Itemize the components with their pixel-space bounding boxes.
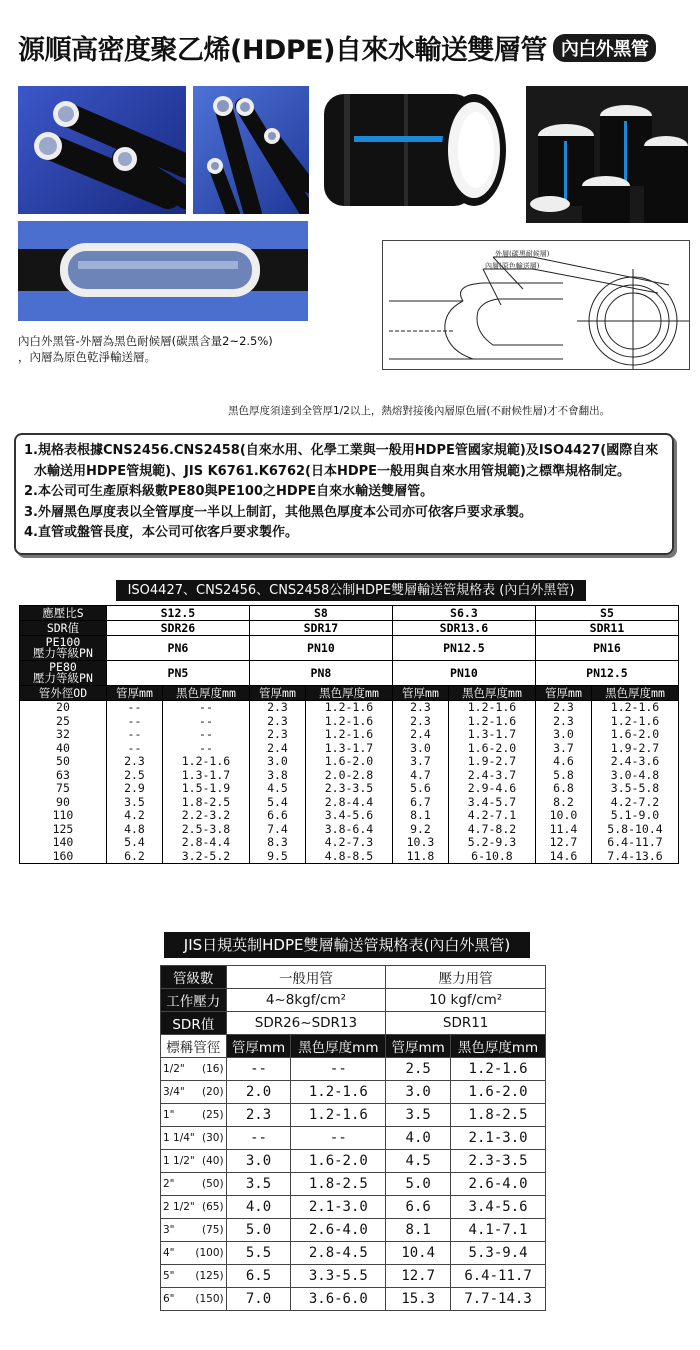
size-inch: 3" bbox=[163, 1224, 175, 1236]
black-cell: 4.1-7.1 bbox=[451, 1219, 546, 1242]
sdr-pressure: SDR11 bbox=[386, 1012, 546, 1035]
table-row bbox=[161, 1242, 546, 1265]
black-cell: 3.5-5.8 bbox=[592, 782, 679, 796]
col-wall: 管厚mm bbox=[226, 1035, 291, 1058]
photo-pipe-end bbox=[324, 86, 510, 214]
table-row bbox=[20, 742, 679, 756]
sdr-value: SDR17 bbox=[249, 621, 392, 636]
wall-cell: 3.8 bbox=[249, 769, 305, 783]
s-value: S6.3 bbox=[392, 606, 535, 621]
wall-cell: 4.0 bbox=[226, 1196, 291, 1219]
wall-cell: 2.4 bbox=[249, 742, 305, 756]
spec-notes-box bbox=[14, 433, 674, 555]
label-pe100-line2: 壓力等級PN bbox=[33, 646, 93, 660]
col-wall: 管厚mm bbox=[386, 1035, 451, 1058]
wall-cell: 6.6 bbox=[386, 1196, 451, 1219]
wall-cell: 4.8 bbox=[106, 823, 162, 837]
od-cell: 63 bbox=[20, 769, 107, 783]
s-value: S12.5 bbox=[106, 606, 249, 621]
wall-cell: 2.3 bbox=[249, 728, 305, 742]
pn80-value: PN5 bbox=[106, 661, 249, 686]
wall-cell: 5.0 bbox=[226, 1219, 291, 1242]
photo-pipes-coil bbox=[193, 86, 309, 214]
wall-cell: 11.8 bbox=[392, 850, 448, 864]
wall-cell: 2.3 bbox=[535, 715, 591, 729]
black-cell: 2.8-4.4 bbox=[163, 836, 250, 850]
size-mm: (75) bbox=[202, 1224, 224, 1236]
black-cell: 5.8-10.4 bbox=[592, 823, 679, 837]
size-mm: (125) bbox=[195, 1270, 224, 1282]
jis-table-body bbox=[161, 1058, 546, 1311]
spec-item-1-cont: 水輸送用HDPE管規範)、JIS K6761.K6762(日本HDPE一般用與自來水用管規範)之標準規格制定。 bbox=[34, 463, 630, 479]
diagram-inner-label: 內層(原色輸送層) bbox=[485, 262, 540, 270]
photo-caption bbox=[18, 333, 273, 365]
wall-cell: 2.3 bbox=[249, 701, 305, 715]
label-pressure: 工作壓力 bbox=[161, 989, 227, 1012]
black-cell: 5.2-9.3 bbox=[449, 836, 536, 850]
label-od: 管外徑OD bbox=[20, 686, 107, 701]
wall-cell: 4.2 bbox=[106, 809, 162, 823]
col-wall: 管厚mm bbox=[249, 686, 305, 701]
wall-cell: 2.3 bbox=[249, 715, 305, 729]
wall-cell: 2.3 bbox=[226, 1104, 291, 1127]
black-cell: 7.7-14.3 bbox=[451, 1288, 546, 1311]
wall-cell: -- bbox=[106, 742, 162, 756]
table-row bbox=[161, 1173, 546, 1196]
size-mm: (100) bbox=[195, 1247, 224, 1259]
table-row bbox=[20, 823, 679, 837]
black-cell: 2.2-3.2 bbox=[163, 809, 250, 823]
od-cell: 40 bbox=[20, 742, 107, 756]
title-text: 源順高密度聚乙烯(HDPE)自來水輸送雙層管 bbox=[18, 35, 547, 66]
black-cell: -- bbox=[163, 742, 250, 756]
col-black: 黑色厚度mm bbox=[291, 1035, 386, 1058]
black-cell: 3.0-4.8 bbox=[592, 769, 679, 783]
col-wall: 管厚mm bbox=[106, 686, 162, 701]
wall-cell: 3.0 bbox=[226, 1150, 291, 1173]
od-cell: 110 bbox=[20, 809, 107, 823]
wall-cell: 8.3 bbox=[249, 836, 305, 850]
black-cell: -- bbox=[163, 701, 250, 715]
black-cell: 1.3-1.7 bbox=[306, 742, 393, 756]
black-cell: 1.3-1.7 bbox=[163, 769, 250, 783]
pn100-value: PN12.5 bbox=[392, 636, 535, 661]
size-inch: 1" bbox=[163, 1109, 175, 1121]
wall-cell: 6.8 bbox=[535, 782, 591, 796]
wall-cell: -- bbox=[226, 1058, 291, 1081]
wall-cell: 3.7 bbox=[535, 742, 591, 756]
wall-cell: 10.3 bbox=[392, 836, 448, 850]
wall-cell: 3.7 bbox=[392, 755, 448, 769]
wall-cell: 2.9 bbox=[106, 782, 162, 796]
wall-cell: 8.2 bbox=[535, 796, 591, 810]
grade-general: 一般用管 bbox=[226, 966, 386, 989]
pn100-value: PN16 bbox=[535, 636, 678, 661]
sdr-value: SDR26 bbox=[106, 621, 249, 636]
label-pe100-line1: PE100 bbox=[45, 635, 81, 649]
black-cell: 1.2-1.6 bbox=[449, 715, 536, 729]
size-mm: (16) bbox=[202, 1063, 224, 1075]
black-cell: 3.6-6.0 bbox=[291, 1288, 386, 1311]
wall-cell: 5.4 bbox=[249, 796, 305, 810]
black-cell: 2.1-3.0 bbox=[451, 1127, 546, 1150]
pn80-value: PN12.5 bbox=[535, 661, 678, 686]
black-cell: -- bbox=[291, 1127, 386, 1150]
black-cell: -- bbox=[291, 1058, 386, 1081]
size-inch: 2 1/2" bbox=[163, 1201, 195, 1213]
wall-cell: 4.7 bbox=[392, 769, 448, 783]
sdr-general: SDR26~SDR13 bbox=[226, 1012, 386, 1035]
wall-cell: 14.6 bbox=[535, 850, 591, 864]
table-row bbox=[20, 850, 679, 864]
black-cell: -- bbox=[163, 728, 250, 742]
label-pe80-line2: 壓力等級PN bbox=[33, 671, 93, 685]
s-value: S8 bbox=[249, 606, 392, 621]
wall-cell: 5.4 bbox=[106, 836, 162, 850]
black-cell: 1.8-2.5 bbox=[451, 1104, 546, 1127]
black-cell: 2.6-4.0 bbox=[451, 1173, 546, 1196]
black-cell: 1.5-1.9 bbox=[163, 782, 250, 796]
wall-cell: 2.5 bbox=[386, 1058, 451, 1081]
black-cell: 2.8-4.5 bbox=[291, 1242, 386, 1265]
black-cell: 2.5-3.8 bbox=[163, 823, 250, 837]
size-inch: 1/2" bbox=[163, 1063, 185, 1075]
size-mm: (150) bbox=[195, 1293, 224, 1305]
col-wall: 管厚mm bbox=[392, 686, 448, 701]
wall-cell: 5.5 bbox=[226, 1242, 291, 1265]
black-cell: 2.4-3.6 bbox=[592, 755, 679, 769]
spec-item-2: 2.本公司可生產原料級數PE80與PE100之HDPE自來水輸送雙層管。 bbox=[24, 484, 434, 499]
label-s: 應壓比S bbox=[20, 606, 107, 621]
black-cell: 2.9-4.6 bbox=[449, 782, 536, 796]
table-row bbox=[20, 755, 679, 769]
size-cell bbox=[161, 1104, 227, 1127]
black-cell: 5.1-9.0 bbox=[592, 809, 679, 823]
od-cell: 90 bbox=[20, 796, 107, 810]
size-mm: (65) bbox=[202, 1201, 224, 1213]
black-cell: 3.8-6.4 bbox=[306, 823, 393, 837]
label-sdr: SDR值 bbox=[161, 1012, 227, 1035]
wall-cell: 2.4 bbox=[392, 728, 448, 742]
size-cell bbox=[161, 1242, 227, 1265]
table-row bbox=[20, 836, 679, 850]
od-cell: 140 bbox=[20, 836, 107, 850]
od-cell: 75 bbox=[20, 782, 107, 796]
pn100-value: PN6 bbox=[106, 636, 249, 661]
black-cell: 1.2-1.6 bbox=[449, 701, 536, 715]
black-cell: 1.2-1.6 bbox=[306, 728, 393, 742]
size-cell bbox=[161, 1081, 227, 1104]
wall-cell: 9.2 bbox=[392, 823, 448, 837]
size-cell bbox=[161, 1265, 227, 1288]
size-cell bbox=[161, 1150, 227, 1173]
metric-table-body bbox=[20, 701, 679, 864]
wall-cell: 9.5 bbox=[249, 850, 305, 864]
size-inch: 5" bbox=[163, 1270, 175, 1282]
table-row bbox=[161, 1265, 546, 1288]
black-cell: 1.6-2.0 bbox=[451, 1081, 546, 1104]
black-cell: 2.6-4.0 bbox=[291, 1219, 386, 1242]
size-mm: (50) bbox=[202, 1178, 224, 1190]
od-cell: 20 bbox=[20, 701, 107, 715]
wall-cell: -- bbox=[106, 715, 162, 729]
wall-cell: 6.7 bbox=[392, 796, 448, 810]
caption-line-1: 內白外黑管-外層為黑色耐候層(碳黑含量2~2.5%) bbox=[18, 334, 273, 348]
pn100-value: PN10 bbox=[249, 636, 392, 661]
size-mm: (40) bbox=[202, 1155, 224, 1167]
pressure-pressure: 10 kgf/cm² bbox=[386, 989, 546, 1012]
wall-cell: 10.4 bbox=[386, 1242, 451, 1265]
size-mm: (20) bbox=[202, 1086, 224, 1098]
size-inch: 4" bbox=[163, 1247, 175, 1259]
col-wall: 管厚mm bbox=[535, 686, 591, 701]
wall-cell: 4.5 bbox=[249, 782, 305, 796]
diagram-outer-label: 外層(碳黑耐候層) bbox=[495, 250, 550, 258]
label-sdr: SDR值 bbox=[20, 621, 107, 636]
black-cell: 3.3-5.5 bbox=[291, 1265, 386, 1288]
size-mm: (25) bbox=[202, 1109, 224, 1121]
size-cell bbox=[161, 1058, 227, 1081]
black-cell: 1.3-1.7 bbox=[449, 728, 536, 742]
wall-cell: 2.5 bbox=[106, 769, 162, 783]
black-thickness-note: 黑色厚度須達到全管厚1/2以上，熱熔對接後內層原色層(不耐候性層)才不會翻出。 bbox=[228, 405, 611, 417]
table-row bbox=[20, 769, 679, 783]
table-row bbox=[161, 1127, 546, 1150]
wall-cell: 7.0 bbox=[226, 1288, 291, 1311]
black-cell: 3.4-5.6 bbox=[451, 1196, 546, 1219]
jis-spec-table bbox=[160, 965, 546, 1311]
wall-cell: 2.0 bbox=[226, 1081, 291, 1104]
black-cell: 4.2-7.1 bbox=[449, 809, 536, 823]
black-cell: 6-10.8 bbox=[449, 850, 536, 864]
photo-pipe-cutaway bbox=[18, 221, 308, 321]
wall-cell: 12.7 bbox=[386, 1265, 451, 1288]
wall-cell: 3.0 bbox=[386, 1081, 451, 1104]
wall-cell: 6.5 bbox=[226, 1265, 291, 1288]
col-black: 黑色厚度mm bbox=[163, 686, 250, 701]
photo-pipe-stack bbox=[526, 86, 688, 223]
wall-cell: 8.1 bbox=[392, 809, 448, 823]
black-cell: 1.9-2.7 bbox=[449, 755, 536, 769]
wall-cell: 3.5 bbox=[106, 796, 162, 810]
black-cell: 2.8-4.4 bbox=[306, 796, 393, 810]
size-inch: 6" bbox=[163, 1293, 175, 1305]
black-cell: 6.4-11.7 bbox=[592, 836, 679, 850]
table-row bbox=[20, 701, 679, 715]
wall-cell: 3.0 bbox=[392, 742, 448, 756]
page-title bbox=[18, 28, 656, 67]
size-inch: 1 1/4" bbox=[163, 1132, 195, 1144]
black-cell: 1.9-2.7 bbox=[592, 742, 679, 756]
black-cell: 2.0-2.8 bbox=[306, 769, 393, 783]
wall-cell: 15.3 bbox=[386, 1288, 451, 1311]
caption-line-2: ，內層為原色乾淨輸送層。 bbox=[18, 350, 156, 364]
col-black: 黑色厚度mm bbox=[592, 686, 679, 701]
size-inch: 2" bbox=[163, 1178, 175, 1190]
black-cell: -- bbox=[163, 715, 250, 729]
wall-cell: 10.0 bbox=[535, 809, 591, 823]
photo-pipes-blue bbox=[18, 86, 186, 214]
od-cell: 32 bbox=[20, 728, 107, 742]
table-row bbox=[161, 1150, 546, 1173]
od-cell: 50 bbox=[20, 755, 107, 769]
black-cell: 1.2-1.6 bbox=[592, 715, 679, 729]
table-row bbox=[161, 1288, 546, 1311]
table-row bbox=[20, 809, 679, 823]
wall-cell: 3.5 bbox=[386, 1104, 451, 1127]
table-row bbox=[161, 1219, 546, 1242]
label-grade: 管級數 bbox=[161, 966, 227, 989]
size-cell bbox=[161, 1173, 227, 1196]
black-cell: 4.2-7.2 bbox=[592, 796, 679, 810]
spec-item-1: 1.規格表根據CNS2456.CNS2458(自來水用、化學工業與一般用HDPE管國家規範)及ISO4427(國際自來 bbox=[24, 443, 659, 458]
black-cell: 1.6-2.0 bbox=[291, 1150, 386, 1173]
size-mm: (30) bbox=[202, 1132, 224, 1144]
black-cell: 1.6-2.0 bbox=[306, 755, 393, 769]
wall-cell: -- bbox=[226, 1127, 291, 1150]
od-cell: 25 bbox=[20, 715, 107, 729]
label-pe100 bbox=[20, 636, 107, 661]
black-cell: 2.4-3.7 bbox=[449, 769, 536, 783]
label-size: 標稱管徑 bbox=[161, 1035, 227, 1058]
black-cell: 1.2-1.6 bbox=[291, 1104, 386, 1127]
wall-cell: 5.8 bbox=[535, 769, 591, 783]
wall-cell: 2.3 bbox=[392, 715, 448, 729]
black-cell: 2.1-3.0 bbox=[291, 1196, 386, 1219]
table-row bbox=[161, 1196, 546, 1219]
od-cell: 125 bbox=[20, 823, 107, 837]
size-cell bbox=[161, 1219, 227, 1242]
black-cell: 1.6-2.0 bbox=[449, 742, 536, 756]
pressure-general: 4~8kgf/cm² bbox=[226, 989, 386, 1012]
black-cell: 1.2-1.6 bbox=[592, 701, 679, 715]
size-cell bbox=[161, 1127, 227, 1150]
black-cell: 2.3-3.5 bbox=[306, 782, 393, 796]
black-cell: 1.8-2.5 bbox=[291, 1173, 386, 1196]
col-black: 黑色厚度mm bbox=[306, 686, 393, 701]
size-cell bbox=[161, 1288, 227, 1311]
table1-title: ISO4427、CNS2456、CNS2458公制HDPE雙層輸送管規格表 (內白外黑管) bbox=[116, 580, 586, 601]
black-cell: 4.2-7.3 bbox=[306, 836, 393, 850]
label-pe80 bbox=[20, 661, 107, 686]
metric-spec-table bbox=[19, 605, 679, 864]
table2-title: JIS日規英制HDPE雙層輸送管規格表(內白外黑管) bbox=[164, 932, 530, 958]
table-row bbox=[20, 782, 679, 796]
wall-cell: 5.6 bbox=[392, 782, 448, 796]
black-cell: 1.2-1.6 bbox=[451, 1058, 546, 1081]
black-cell: 4.7-8.2 bbox=[449, 823, 536, 837]
black-cell: 5.3-9.4 bbox=[451, 1242, 546, 1265]
wall-cell: 4.5 bbox=[386, 1150, 451, 1173]
black-cell: 3.2-5.2 bbox=[163, 850, 250, 864]
black-cell: 4.8-8.5 bbox=[306, 850, 393, 864]
grade-pressure: 壓力用管 bbox=[386, 966, 546, 989]
spec-item-4: 4.直管或盤管長度，本公司可依客戶要求製作。 bbox=[24, 525, 298, 540]
sdr-value: SDR13.6 bbox=[392, 621, 535, 636]
size-inch: 3/4" bbox=[163, 1086, 185, 1098]
wall-cell: 8.1 bbox=[386, 1219, 451, 1242]
pipe-layer-diagram bbox=[382, 240, 690, 370]
title-badge: 內白外黑管 bbox=[553, 34, 657, 62]
black-cell: 1.2-1.6 bbox=[306, 701, 393, 715]
sdr-value: SDR11 bbox=[535, 621, 678, 636]
wall-cell: 4.6 bbox=[535, 755, 591, 769]
table-row bbox=[20, 728, 679, 742]
black-cell: 1.8-2.5 bbox=[163, 796, 250, 810]
wall-cell: 2.3 bbox=[392, 701, 448, 715]
wall-cell: 6.2 bbox=[106, 850, 162, 864]
wall-cell: -- bbox=[106, 728, 162, 742]
wall-cell: 3.5 bbox=[226, 1173, 291, 1196]
size-cell bbox=[161, 1196, 227, 1219]
black-cell: 1.2-1.6 bbox=[306, 715, 393, 729]
black-cell: 3.4-5.7 bbox=[449, 796, 536, 810]
pn80-value: PN8 bbox=[249, 661, 392, 686]
wall-cell: 12.7 bbox=[535, 836, 591, 850]
table-row bbox=[161, 1058, 546, 1081]
wall-cell: 3.0 bbox=[535, 728, 591, 742]
black-cell: 1.2-1.6 bbox=[291, 1081, 386, 1104]
wall-cell: 6.6 bbox=[249, 809, 305, 823]
wall-cell: 7.4 bbox=[249, 823, 305, 837]
col-black: 黑色厚度mm bbox=[449, 686, 536, 701]
black-cell: 1.6-2.0 bbox=[592, 728, 679, 742]
col-black: 黑色厚度mm bbox=[451, 1035, 546, 1058]
label-pe80-line1: PE80 bbox=[49, 660, 77, 674]
wall-cell: 3.0 bbox=[249, 755, 305, 769]
table-row bbox=[161, 1081, 546, 1104]
s-value: S5 bbox=[535, 606, 678, 621]
wall-cell: -- bbox=[106, 701, 162, 715]
black-cell: 3.4-5.6 bbox=[306, 809, 393, 823]
table-row bbox=[20, 796, 679, 810]
black-cell: 7.4-13.6 bbox=[592, 850, 679, 864]
black-cell: 6.4-11.7 bbox=[451, 1265, 546, 1288]
wall-cell: 2.3 bbox=[535, 701, 591, 715]
table-row bbox=[161, 1104, 546, 1127]
pn80-value: PN10 bbox=[392, 661, 535, 686]
wall-cell: 5.0 bbox=[386, 1173, 451, 1196]
wall-cell: 11.4 bbox=[535, 823, 591, 837]
od-cell: 160 bbox=[20, 850, 107, 864]
black-cell: 1.2-1.6 bbox=[163, 755, 250, 769]
spec-item-3: 3.外層黑色厚度表以全管厚度一半以上制訂，其他黑色厚度本公司亦可依客戶要求承製。 bbox=[24, 504, 532, 520]
black-cell: 2.3-3.5 bbox=[451, 1150, 546, 1173]
wall-cell: 2.3 bbox=[106, 755, 162, 769]
size-inch: 1 1/2" bbox=[163, 1155, 195, 1167]
wall-cell: 4.0 bbox=[386, 1127, 451, 1150]
table-row bbox=[20, 715, 679, 729]
